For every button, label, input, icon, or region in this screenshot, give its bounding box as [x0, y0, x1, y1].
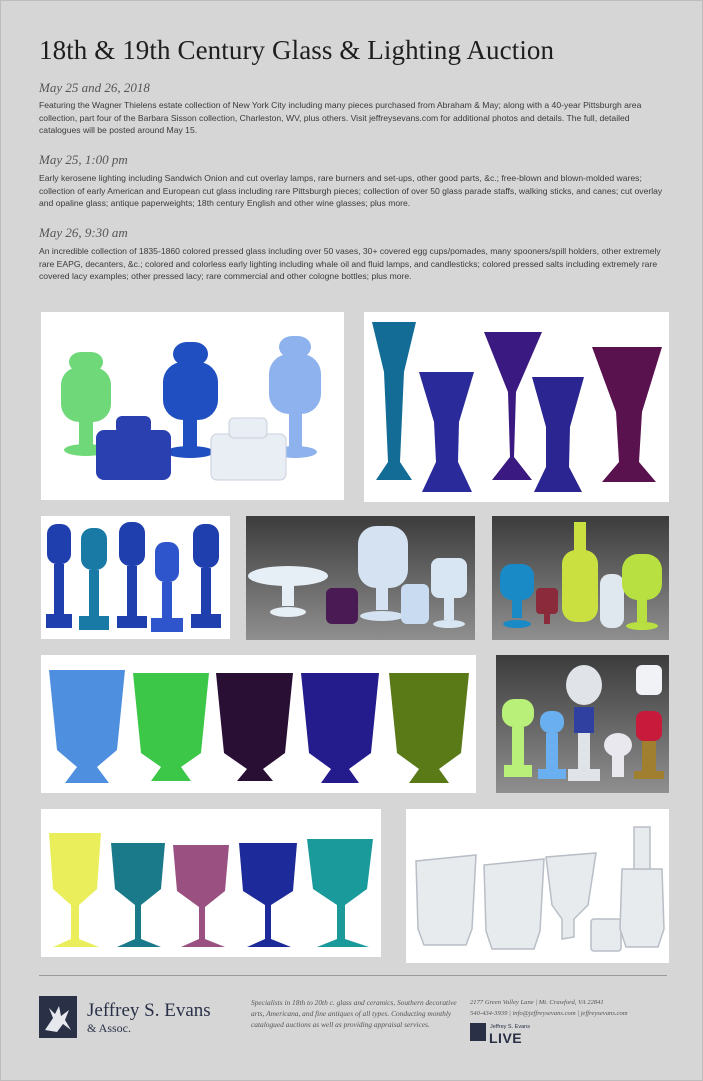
footer-address: 2177 Green Valley Lane | Mt. Crawford, VA 22841: [470, 999, 604, 1006]
footer-contact: 540-434-3939 | info@jeffreysevans.com | jeffreysevans.com: [470, 1010, 628, 1017]
logo-name: Jeffrey S. Evans: [87, 1000, 211, 1021]
photo-opaline-compotes: [246, 516, 475, 640]
live-wordmark: LIVE: [489, 1030, 523, 1046]
stag-logo-icon: [39, 996, 77, 1038]
live-brand: Jeffrey S. Evans: [490, 1024, 530, 1030]
section-heading-may25: May 25, 1:00 pm: [39, 152, 128, 167]
section-heading-dates: May 25 and 26, 2018: [39, 80, 150, 95]
goblets-illustration: [41, 809, 381, 957]
photo-colored-goblets: [41, 809, 381, 957]
photo-colored-vases: [364, 312, 669, 502]
egg-cups-illustration: [41, 312, 344, 500]
compotes-illustration: [246, 516, 475, 640]
logo-sub: & Assoc.: [87, 1021, 132, 1035]
section-text-may26: An incredible collection of 1835-1860 colored pressed glass including over 50 vases, 30+ covered egg cups/pomades, many spooners/spill holders, other extremely rare EAPG, decanters, &c.; colored and colorless early lighting including whale oil and fluid lamps, and candlesticks; colored pressed salts including extremely rare covered lacy examples; other pressed lacy; rare commercial and other cologne bottles; plus more.: [39, 246, 661, 282]
kerosene-lamps-illustration: [496, 655, 669, 793]
cut-glass-illustration: [492, 516, 669, 640]
photo-blue-fluid-lamps: [41, 516, 230, 639]
vases-illustration: [364, 312, 669, 502]
photo-kerosene-lamps: [496, 655, 669, 793]
lamps-illustration: [41, 516, 230, 639]
section-text-dates: Featuring the Wagner Thielens estate collection of New York City including many pieces purchased from Abraham & May; along with a 40-year Pittsburgh area collection, part four of the Barbara Sisson collection, Charleston, WV, plus others. Visit jeffreysevans.com for additional photos and details. The full, detailed catalogues will be posted around May 15.: [39, 100, 642, 136]
footer-tagline: Specialists in 18th to 20th c. glass and ceramics, Southern decorative arts, Americana, and fine antiques of all types. Conducting monthly catalogued auctions as well as providing appraisal services.: [251, 998, 457, 1029]
pitchers-illustration: [406, 809, 669, 963]
photo-spill-holders: [41, 655, 476, 793]
section-heading-may26: May 26, 9:30 am: [39, 225, 128, 240]
section-text-may25: Early kerosene lighting including Sandwich Onion and cut overlay lamps, rare burners and set-ups, other good parts, &c.; free-blown and blown-molded wares; collection of early American and European cut glass including rare Pittsburgh pieces; collection of over 50 glass parade staffs, walking sticks, and canes; cut overlay and opaline glass; antique paperweights; 18th century English and other wine glasses; plus more.: [39, 173, 663, 209]
page-title: 18th & 19th Century Glass & Lighting Auction: [39, 35, 555, 65]
photo-colored-cut-glass: [492, 516, 669, 640]
footer-divider: [39, 975, 667, 976]
photo-covered-egg-cups-and-salts: [41, 312, 344, 500]
photo-colorless-pitchers: [406, 809, 669, 963]
spill-holders-illustration: [41, 655, 476, 793]
live-logo-icon: [470, 1023, 486, 1041]
logo-mark: [39, 996, 77, 1038]
